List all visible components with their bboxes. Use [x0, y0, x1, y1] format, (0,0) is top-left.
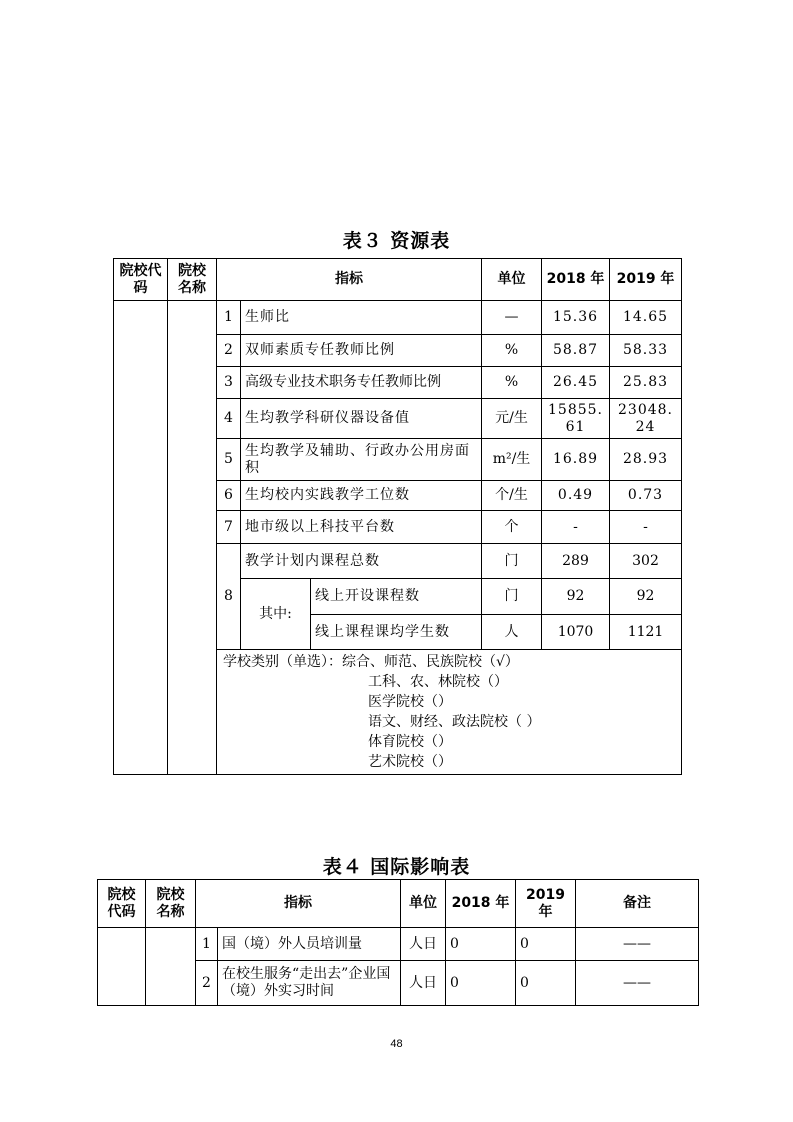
- unit-cell: 元/生: [482, 399, 542, 439]
- resource-table: [113, 258, 682, 775]
- row-number: 6: [217, 481, 241, 511]
- row-number: 1: [196, 928, 218, 961]
- value-2018: 289: [542, 544, 610, 579]
- value-2018: 1070: [542, 615, 610, 650]
- row-number: 2: [217, 335, 241, 367]
- value-2019: 23048.24: [610, 399, 682, 439]
- value-2019: 28.93: [610, 439, 682, 481]
- category-option: 综合、师范、民族院校（√）: [342, 654, 519, 670]
- school-name-cell: [168, 301, 217, 775]
- indicator-cell: 双师素质专任教师比例: [241, 335, 482, 367]
- school-category-label: 学校类别（单选）：: [223, 654, 342, 670]
- indicator-cell: 国（境）外人员培训量: [218, 928, 401, 961]
- table3-title: 表３ 资源表: [342, 230, 451, 252]
- value-2019: 92: [610, 579, 682, 615]
- row-number: 4: [217, 399, 241, 439]
- indicator-cell: 生均校内实践教学工位数: [241, 481, 482, 511]
- school-category-line: [223, 652, 675, 672]
- value-2019: 302: [610, 544, 682, 579]
- unit-cell: m²/生: [482, 439, 542, 481]
- indicator-cell: 高级专业技术职务专任教师比例: [241, 367, 482, 399]
- unit-cell: —: [482, 301, 542, 335]
- unit-cell: %: [482, 367, 542, 399]
- row-number: 7: [217, 511, 241, 544]
- category-option: 语文、财经、政法院校（ ）: [368, 714, 541, 730]
- category-option: 工科、农、林院校（）: [368, 674, 508, 690]
- header-2018: 2018 年: [542, 259, 610, 301]
- category-option: 医学院校（）: [368, 694, 452, 710]
- table4-header-row: [98, 880, 699, 928]
- header-2019: 2019 年: [610, 259, 682, 301]
- value-2018: 58.87: [542, 335, 610, 367]
- unit-cell: 人日: [401, 961, 446, 1006]
- row-number: 1: [217, 301, 241, 335]
- header-school-name: 院校名称: [168, 259, 217, 301]
- value-2018: -: [542, 511, 610, 544]
- value-2018: 92: [542, 579, 610, 615]
- school-code-cell: [98, 928, 146, 1006]
- value-2018: 15.36: [542, 301, 610, 335]
- indicator-cell: 生师比: [241, 301, 482, 335]
- unit-cell: 个/生: [482, 481, 542, 511]
- indicator-cell: 生均教学及辅助、行政办公用房面积: [241, 439, 482, 481]
- value-2018: 26.45: [542, 367, 610, 399]
- header-school-code: 院校代码: [98, 880, 146, 928]
- school-category-cell: [217, 650, 682, 775]
- category-option: 艺术院校（）: [368, 754, 452, 770]
- header-school-name: 院校名称: [146, 880, 196, 928]
- school-code-cell: [114, 301, 168, 775]
- unit-cell: 门: [482, 579, 542, 615]
- remark-cell: ——: [576, 928, 699, 961]
- header-indicator: 指标: [217, 259, 482, 301]
- international-influence-table: [97, 879, 699, 1006]
- header-unit: 单位: [401, 880, 446, 928]
- header-school-code: 院校代码: [114, 259, 168, 301]
- value-2019: -: [610, 511, 682, 544]
- indicator-cell: 在校生服务“走出去”企业国（境）外实习时间: [218, 961, 401, 1006]
- unit-cell: 个: [482, 511, 542, 544]
- indicator-cell: 生均教学科研仪器设备值: [241, 399, 482, 439]
- header-2019: 2019 年: [516, 880, 576, 928]
- value-2019: 25.83: [610, 367, 682, 399]
- row-number: 2: [196, 961, 218, 1006]
- row-number: 3: [217, 367, 241, 399]
- indicator-cell: 教学计划内课程总数: [241, 544, 482, 579]
- indicator-cell: 地市级以上科技平台数: [241, 511, 482, 544]
- header-2018: 2018 年: [446, 880, 516, 928]
- unit-cell: %: [482, 335, 542, 367]
- row-number: 5: [217, 439, 241, 481]
- value-2019: 14.65: [610, 301, 682, 335]
- unit-cell: 人: [482, 615, 542, 650]
- unit-cell: 人日: [401, 928, 446, 961]
- value-2018: 15855.61: [542, 399, 610, 439]
- header-remark: 备注: [576, 880, 699, 928]
- category-option: 体育院校（）: [368, 734, 452, 750]
- among-label: 其中:: [241, 579, 311, 650]
- unit-cell: 门: [482, 544, 542, 579]
- row-number: 8: [217, 544, 241, 650]
- value-2018: 0.49: [542, 481, 610, 511]
- remark-cell: ——: [576, 961, 699, 1006]
- value-2019: 0: [516, 961, 576, 1006]
- table-row: [114, 301, 682, 335]
- value-2019: 1121: [610, 615, 682, 650]
- page-number: 48: [390, 1038, 403, 1050]
- table4-title: 表４ 国际影响表: [322, 856, 471, 878]
- indicator-cell: 线上开设课程数: [311, 579, 482, 615]
- value-2019: 0: [516, 928, 576, 961]
- value-2018: 0: [446, 961, 516, 1006]
- value-2018: 0: [446, 928, 516, 961]
- indicator-cell: 线上课程课均学生数: [311, 615, 482, 650]
- header-indicator: 指标: [196, 880, 401, 928]
- header-unit: 单位: [482, 259, 542, 301]
- table-row: [98, 928, 699, 961]
- school-name-cell: [146, 928, 196, 1006]
- value-2019: 0.73: [610, 481, 682, 511]
- table3-header-row: [114, 259, 682, 301]
- value-2018: 16.89: [542, 439, 610, 481]
- value-2019: 58.33: [610, 335, 682, 367]
